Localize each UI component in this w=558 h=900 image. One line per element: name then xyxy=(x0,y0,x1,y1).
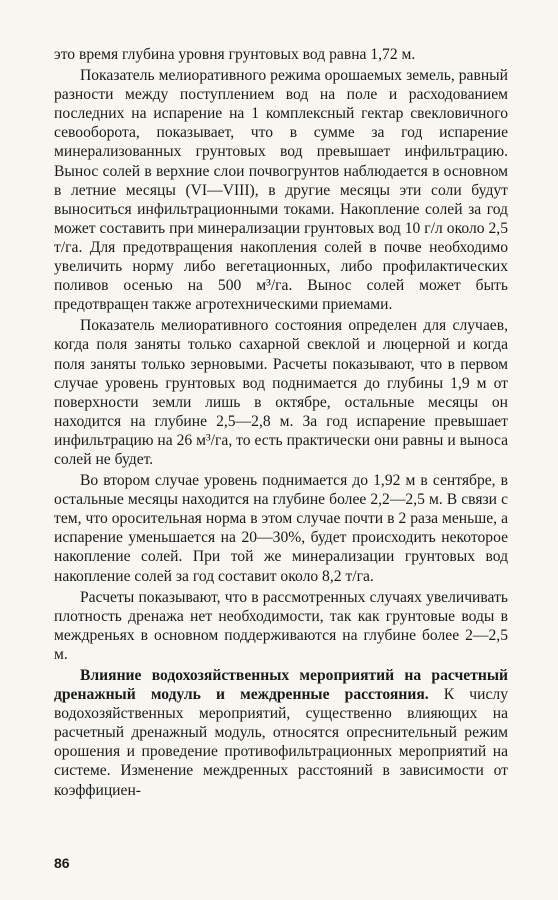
page-text xyxy=(54,45,508,800)
paragraph-6 xyxy=(54,666,508,800)
paragraph-2: Показатель мелиоративного режима орошаемых земель, равный разности между поступлением вод на поле и расходованием последних на испарение на 1 комплексный гектар свекловичного севооборота, показывает, что в сумме за год испарение минерализованных грунтовых вод превышает инфильтрацию. Вынос солей в верхние слои почвогрунтов наблюдается в основном в летние месяцы (VI—VIII), в другие месяцы эти соли будут выноситься инфильтрационными токами. Накопление солей за год может составить при минерализации грунтовых вод 10 г/л около 2,5 т/га. Для предотвращения накопления солей в почве необходимо увеличить норму либо вегетационных, либо профилактических поливов осенью на 500 м³/га. Вынос солей может быть предотвращен также агротехническими приемами. xyxy=(54,67,508,314)
page-number: 86 xyxy=(54,855,70,871)
paragraph-3: Показатель мелиоративного состояния определен для случаев, когда поля заняты только сахарной свеклой и люцерной и когда поля заняты только зерновыми. Расчеты показывают, что в первом случае уровень грунтовых вод поднимается до глубины 1,9 м от поверхности земли лишь в октябре, остальные месяцы он находится на глубине 2,5—2,8 м. За год испарение превышает инфильтрацию на 26 м³/га, то есть практически они равны и выноса солей не будет. xyxy=(54,317,508,468)
section-text: К числу водохозяйственных мероприятий, существенно влияющих на расчетный дренажный модуль, относятся опреснительный режим орошения и проведение противофильтрационных мероприятий на системе. Изменение междренных расстояний в зависимости от коэффициен- xyxy=(54,686,508,799)
paragraph-1: это время глубина уровня грунтовых вод равна 1,72 м. xyxy=(54,46,416,63)
paragraph-4: Во втором случае уровень поднимается до 1,92 м в сентябре, в остальные месяцы находится на глубине более 2,2—2,5 м. В связи с тем, что оросительная норма в этом случае почти в 2 раза меньше, а испарение уменьшается на 20—30%, будет происходить некоторое накопление солей. При той же минерализации грунтовых вод накопление солей за год составит около 8,2 т/га. xyxy=(54,472,508,585)
section-heading: Влияние водохозяйственных мероприятий на расчетный дренажный модуль и междренные расстояния. xyxy=(54,667,508,704)
paragraph-5: Расчеты показывают, что в рассмотренных случаях увеличивать плотность дренажа нет необходимости, так как грунтовые воды в междреньях в основном поддерживаются на глубине более 2—2,5 м. xyxy=(54,588,508,663)
